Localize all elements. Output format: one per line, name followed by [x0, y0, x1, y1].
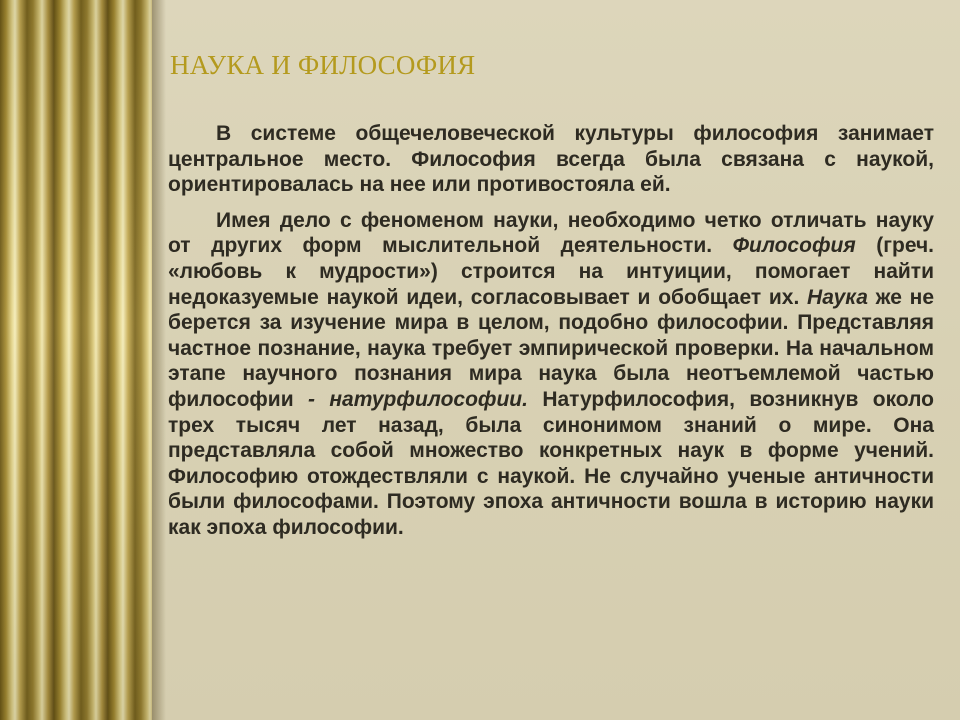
paragraph-2-text-d: Натурфилософия, возникнув около трех тысяч лет назад, была синонимом знаний о мире. Она представляла собой множество конкретных наук в форме учений. Философию отождествляли с наукой. Не случайно ученые античности были философами. Поэтому эпоха античности вошла в историю науки как эпоха философии.: [168, 387, 935, 539]
term-science: Наука: [807, 285, 868, 309]
term-philosophy: Философия: [732, 234, 856, 258]
gold-curtain-decoration: [0, 0, 152, 720]
curtain-shadow: [152, 0, 166, 720]
slide-body: [168, 121, 934, 551]
paragraph-2-text-a: Имея дело с феноменом науки, необходимо четко отличать науку от других форм мыслительной деятельности.: [168, 208, 934, 258]
paragraph-1: В системе общечеловеческой культуры философия занимает центральное место. Философия всегда была связана с наукой, ориентировалась на нее или противостояла ей.: [168, 122, 934, 197]
slide-title: НАУКА И ФИЛОСОФИЯ: [170, 50, 476, 80]
paragraph-2: [168, 208, 934, 541]
paragraph-2-text-c: же не берется за изучение мира в целом, подобно философии. Представляя частное познание, наука требует эмпирической проверки. На начальном этапе научного познания мира наука была неотъемлемой частью философии: [168, 285, 935, 411]
paragraph-2-text-b: (греч. «любовь к мудрости») строится на интуиции, помогает найти недоказуемые наукой идеи, согласовывает и обобщает их.: [168, 234, 934, 309]
term-natural-philosophy: - натурфилософии.: [307, 387, 528, 411]
